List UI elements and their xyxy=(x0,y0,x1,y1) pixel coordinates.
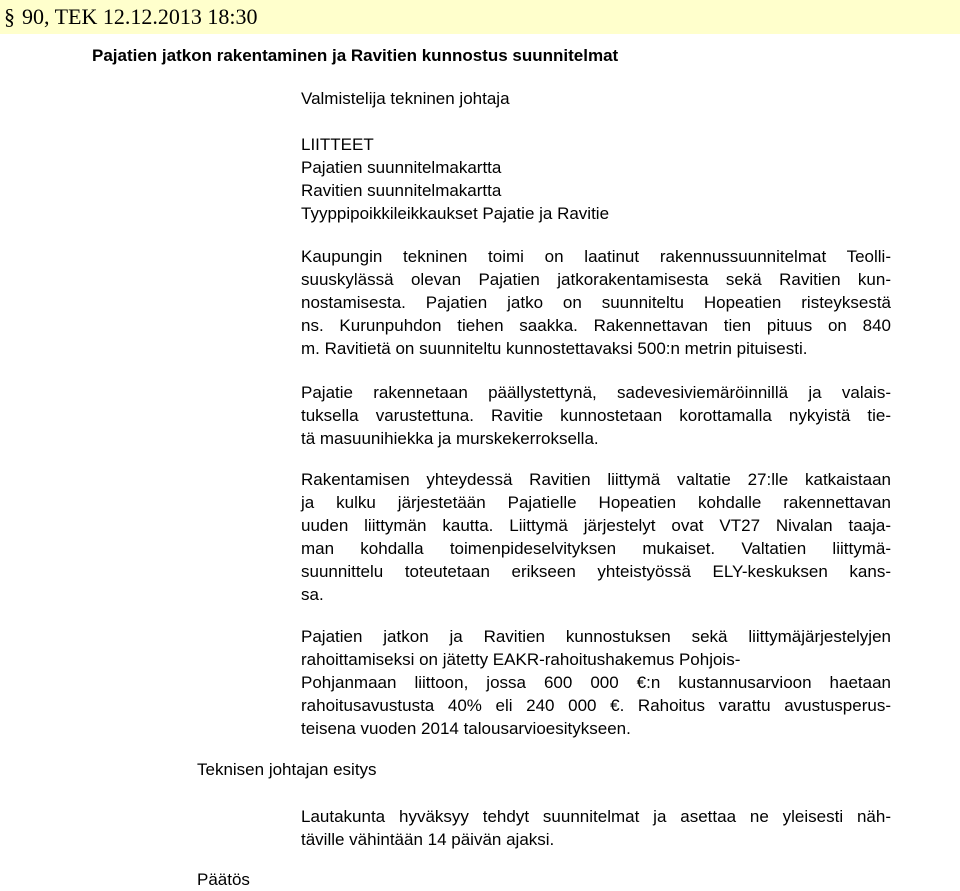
attachment-item: Pajatien suunnitelmakartta xyxy=(301,158,502,177)
paragraph-line: suunnittelu toteutetaan erikseen yhteistyössä ELY-keskuksen kans- xyxy=(301,562,891,581)
paragraph-line: Kaupungin tekninen toimi on laatinut rakennussuunnitelmat Teolli- xyxy=(301,247,891,266)
document-title: Pajatien jatkon rakentaminen ja Ravitien kunnostus suunnitelmat xyxy=(92,46,619,65)
body-paragraph xyxy=(301,245,891,360)
paragraph-line: Pajatien jatkon ja Ravitien kunnostuksen sekä liittymäjärjestelyjen xyxy=(301,627,891,646)
body-paragraph xyxy=(301,381,891,450)
paragraph-line: suuskylässä olevan Pajatien jatkorakentamisesta sekä Ravitien kun- xyxy=(301,270,891,289)
body-paragraph xyxy=(301,625,891,740)
attachments-list xyxy=(301,133,891,225)
proposal-line: täville vähintään 14 päivän ajaksi. xyxy=(301,830,555,849)
paragraph-line: nostamisesta. Pajatien jatko on suunniteltu Hopeatien risteyksestä xyxy=(301,293,891,312)
paragraph-line: tä masuunihiekka ja murskekerroksella. xyxy=(301,429,599,448)
attachments-heading: LIITTEET xyxy=(301,135,374,154)
decision-label: Päätös xyxy=(197,870,250,889)
proposal-text xyxy=(301,805,891,851)
paragraph-line: man kohdalla toimenpideselvityksen mukaiset. Valtatien liittymä- xyxy=(301,539,891,558)
section-header-bar xyxy=(0,0,960,34)
preparer-line: Valmistelija tekninen johtaja xyxy=(301,89,510,108)
paragraph-line: ns. Kurunpuhdon tiehen saakka. Rakennettavan tien pituus on 840 xyxy=(301,316,891,335)
paragraph-line: Rakentamisen yhteydessä Ravitien liittymä valtatie 27:lle katkaistaan xyxy=(301,470,891,489)
paragraph-line: teisena vuoden 2014 talousarvioesitykseen. xyxy=(301,719,631,738)
paragraph-line: uuden liittymän kautta. Liittymä järjestelyt ovat VT27 Nivalan taaja- xyxy=(301,516,891,535)
paragraph-line: ja kulku järjestetään Pajatielle Hopeatien kohdalle rakennettavan xyxy=(301,493,891,512)
section-symbol: § xyxy=(4,4,15,29)
paragraph-line: tuksella varustettuna. Ravitie kunnostetaan korottamalla nykyistä tie- xyxy=(301,406,891,425)
proposal-label: Teknisen johtajan esitys xyxy=(197,760,377,779)
body-paragraph xyxy=(301,468,891,606)
paragraph-line: m. Ravitietä on suunniteltu kunnostettavaksi 500:n metrin pituisesti. xyxy=(301,339,808,358)
paragraph-line: Pohjanmaan liittoon, jossa 600 000 €:n kustannusarvioon haetaan xyxy=(301,673,891,692)
paragraph-line: rahoitusavustusta 40% eli 240 000 €. Rahoitus varattu avustusperus- xyxy=(301,696,891,715)
attachment-item: Tyyppipoikkileikkaukset Pajatie ja Ravitie xyxy=(301,204,610,223)
paragraph-line: rahoittamiseksi on jätetty EAKR-rahoitushakemus Pohjois- xyxy=(301,650,741,669)
section-number-date: 90, TEK 12.12.2013 18:30 xyxy=(22,4,258,29)
attachment-item: Ravitien suunnitelmakartta xyxy=(301,181,502,200)
paragraph-line: sa. xyxy=(301,585,324,604)
proposal-line: Lautakunta hyväksyy tehdyt suunnitelmat ja asettaa ne yleisesti näh- xyxy=(301,807,891,826)
section-heading xyxy=(4,1,257,33)
paragraph-line: Pajatie rakennetaan päällystettynä, sadevesiviemäröinnillä ja valais- xyxy=(301,383,891,402)
